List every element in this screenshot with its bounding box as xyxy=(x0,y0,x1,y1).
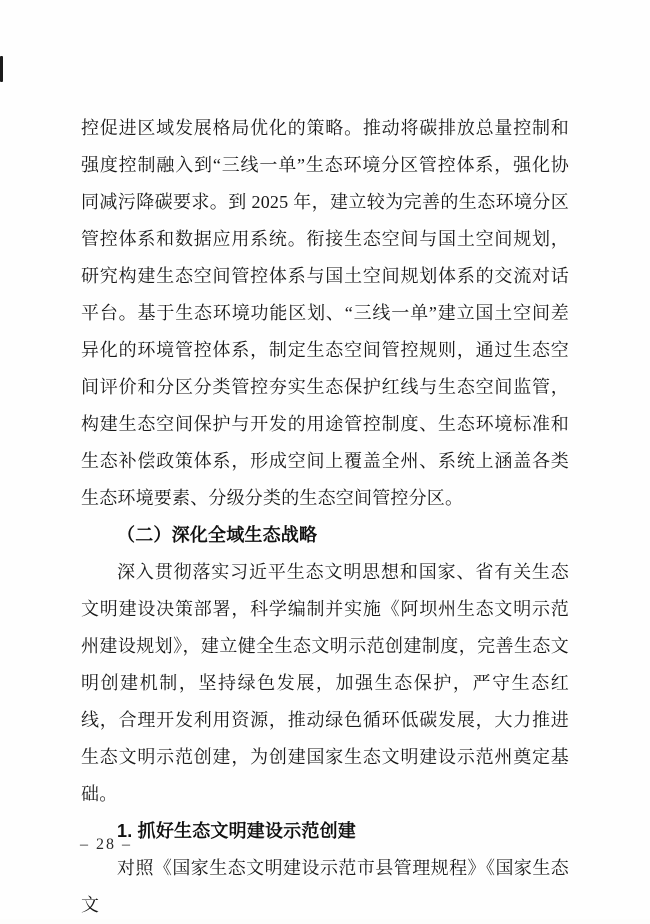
scan-artifact xyxy=(0,56,3,82)
paragraph: 深入贯彻落实习近平生态文明思想和国家、省有关生态文明建设决策部署，科学编制并实施《阿坝州生态文明示范州建设规划》，建立健全生态文明示范创建制度，完善生态文明创建机制，坚持绿色发展，加强生态保护，严守生态红线，合理开发利用资源，推动绿色循环低碳发展，大力推进生态文明示范创建，为创建国家生态文明建设示范州奠定基础。 xyxy=(81,562,569,804)
paragraph-partial: 对照《国家生态文明建设示范市县管理规程》《国家生态文 xyxy=(81,858,569,915)
paragraph-continuation: 控促进区域发展格局优化的策略。推动将碳排放总量控制和强度控制融入到“三线一单”生态环境分区管控体系，强化协同减污降碳要求。到 2025 年，建立较为完善的生态环境分区管控体系和数据应用系统。衔接生态空间与国土空间规划，研究构建生态空间管控体系与国土空间规划体系的交流对话平台。基于生态环境功能区划、“三线一单”建立国土空间差异化的环境管控体系，制定生态空间管控规则，通过生态空间评价和分区分类管控夯实生态保护红线与生态空间监管，构建生态空间保护与开发的用途管控制度、生态环境标准和生态补偿政策体系，形成空间上覆盖全州、系统上涵盖各类生态环境要素、分级分类的生态空间管控分区。 xyxy=(81,118,569,508)
section-heading: （二）深化全域生态战略 xyxy=(117,525,318,545)
page-number: – 28 – xyxy=(80,836,132,853)
document-body xyxy=(81,110,569,924)
subsection-heading: 1. 抓好生态文明建设示范创建 xyxy=(117,821,357,841)
